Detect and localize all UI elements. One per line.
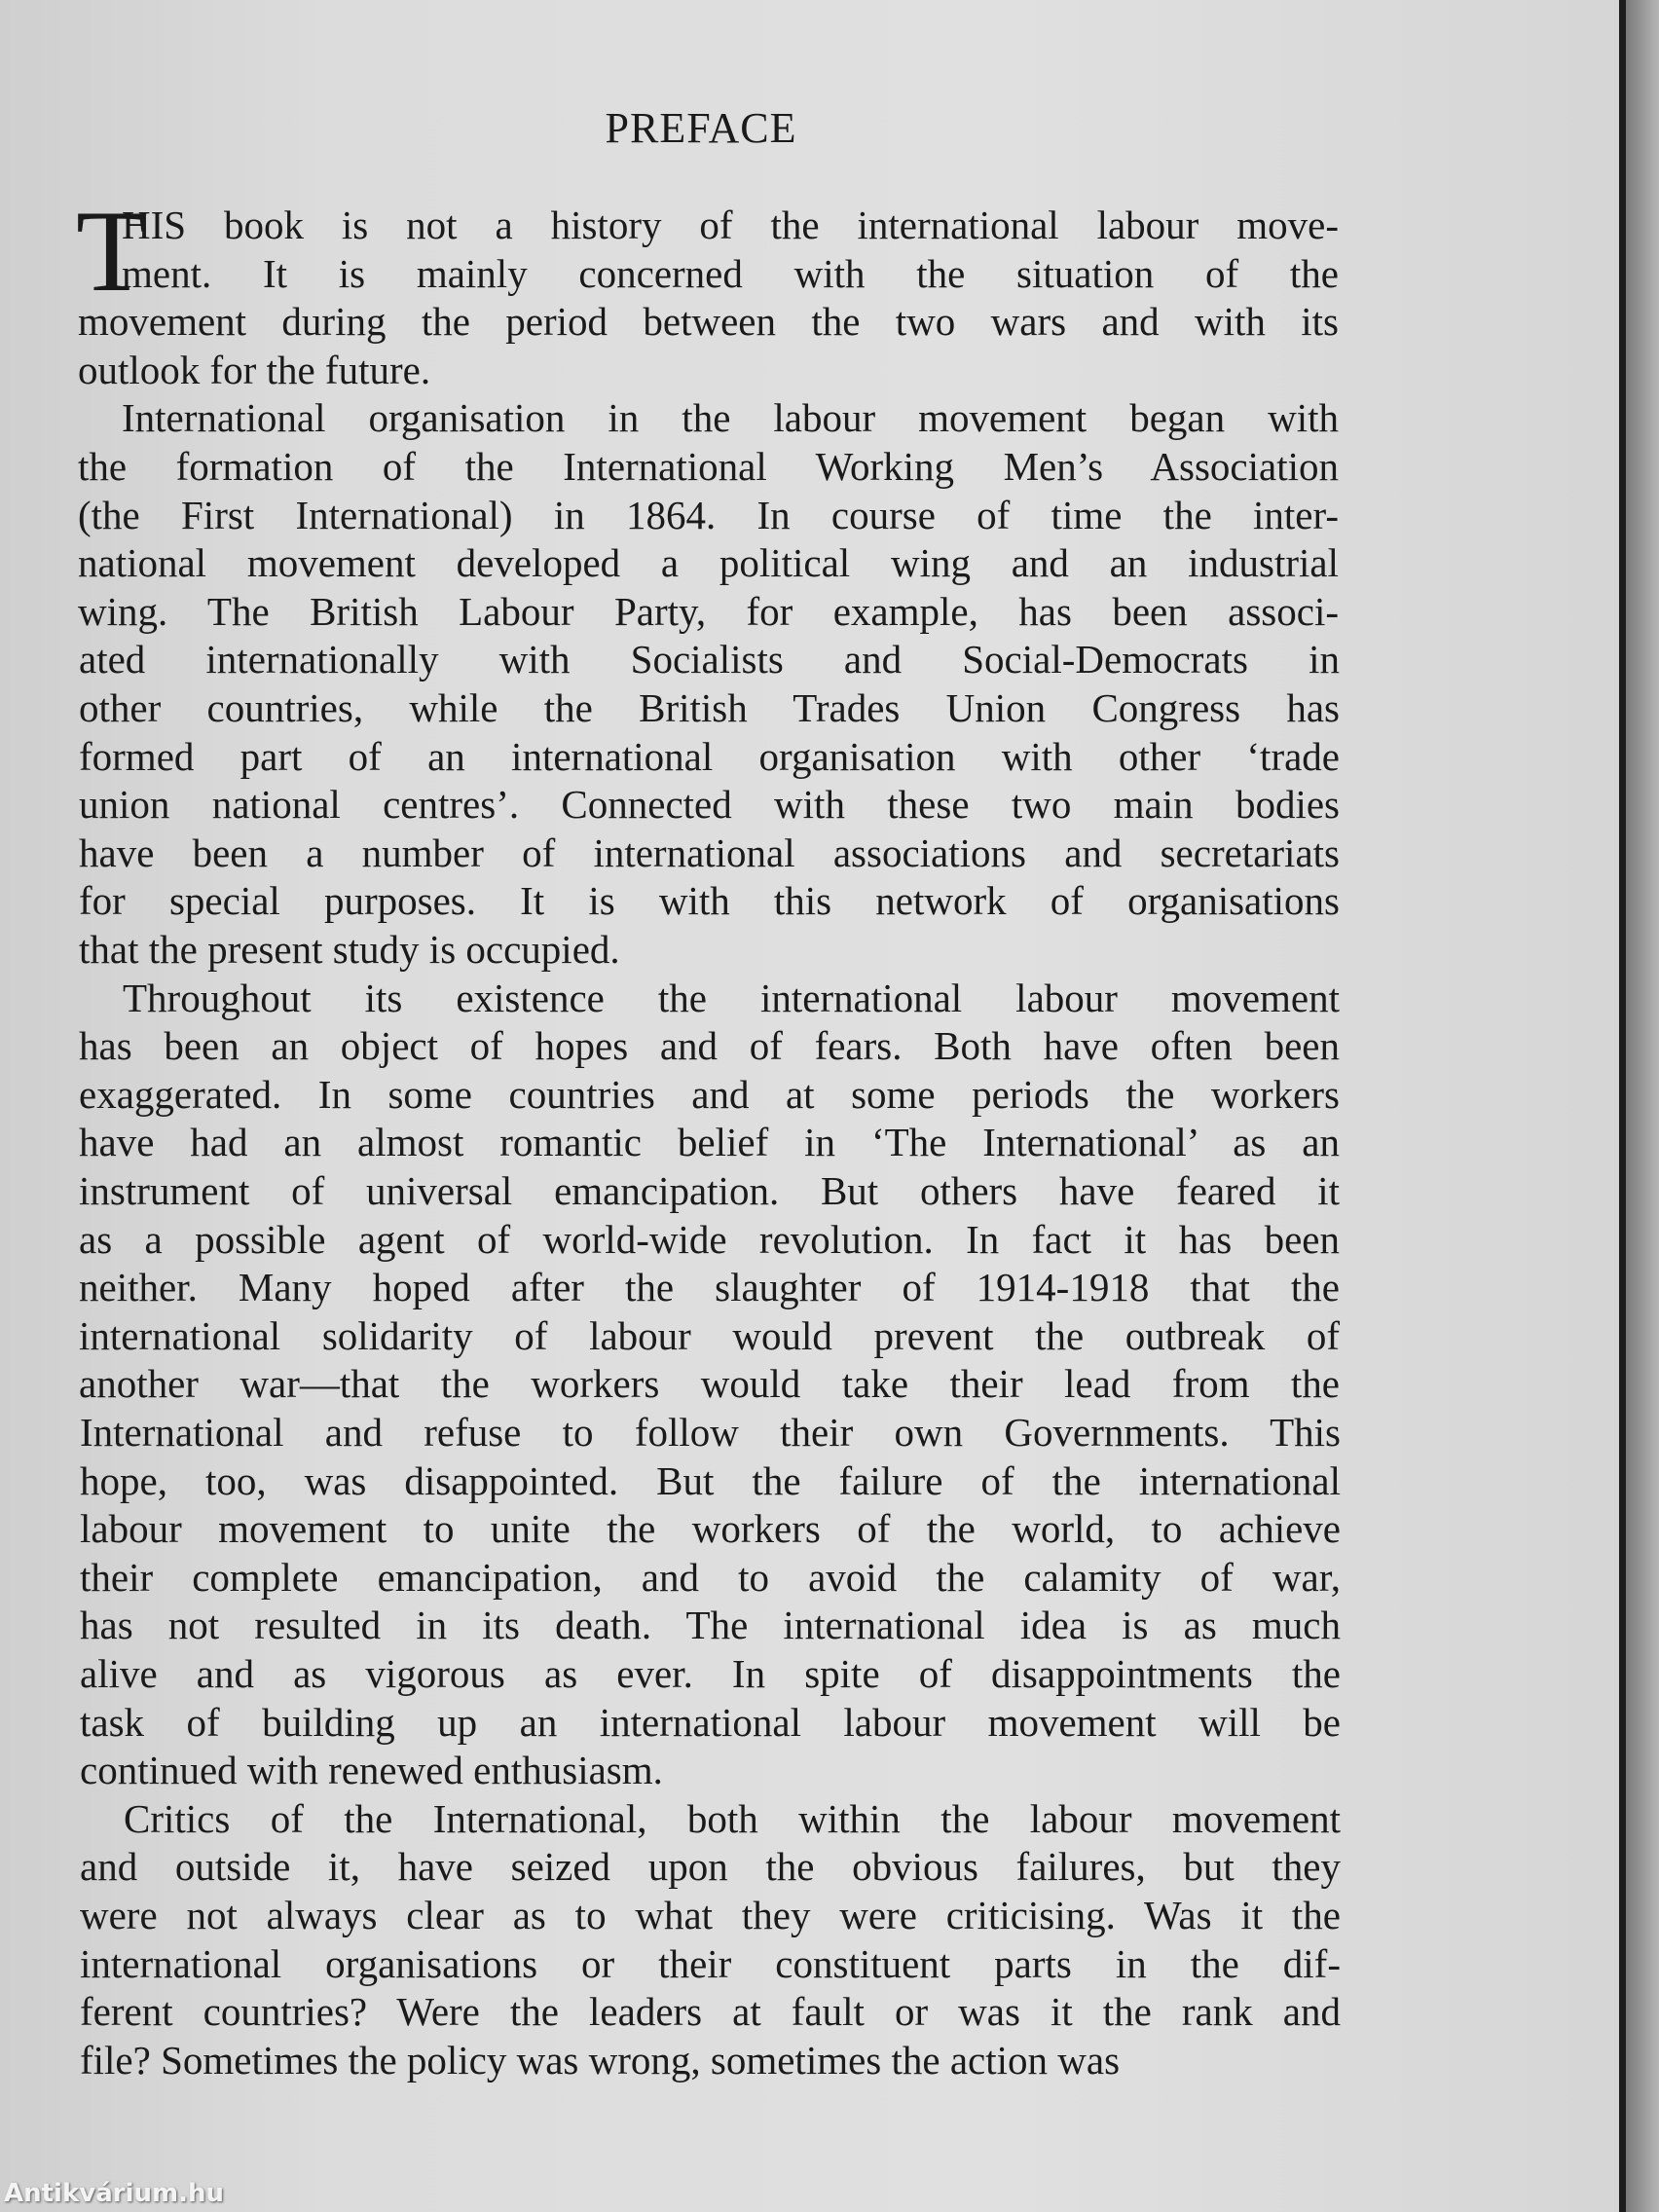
text-line: International and refuse to follow their own Governments. This [80, 1410, 1341, 1455]
text-line: and outside it, have seized upon the obvious failures, but they [80, 1844, 1341, 1890]
page-title: PREFACE [605, 104, 797, 152]
text-line: movement during the period between the two wars and with its [78, 299, 1339, 345]
text-line: another war—that the workers would take their lead from the [79, 1361, 1340, 1407]
text-line: for special purposes. It is with this network of organisations [79, 878, 1340, 924]
text-line: were not always clear as to what they were criticising. Was it the [80, 1893, 1341, 1937]
text-line: instrument of universal emancipation. But others have feared it [79, 1168, 1340, 1213]
text-line: International organisation in the labour movement began with [122, 395, 1339, 441]
text-line: ated internationally with Socialists and Social-Democrats in [79, 637, 1340, 682]
text-line: has not resulted in its death. The international idea is as much [80, 1603, 1341, 1648]
text-line: exaggerated. In some countries and at some periods the workers [79, 1071, 1340, 1117]
text-line: the formation of the International Working Men’s Association [78, 444, 1339, 489]
text-line: ment. It is mainly concerned with the situation of the [122, 250, 1339, 296]
text-line: (the First International) in 1864. In course of time the inter- [78, 492, 1339, 537]
text-line: neither. Many hoped after the slaughter of 1914-1918 that the [79, 1265, 1340, 1310]
adjacent-page-edge [1626, 0, 1659, 2212]
text-line: international organisations or their constituent parts in the dif- [80, 1940, 1341, 1986]
text-line: as a possible agent of world-wide revolution. In fact it has been [79, 1216, 1340, 1262]
text-line: has been an object of hopes and of fears. Both have often been [79, 1023, 1340, 1069]
text-line: have had an almost romantic belief in ‘The International’ as an [79, 1120, 1340, 1165]
watermark: Antikvárium.hu [4, 2179, 224, 2208]
text-line: outlook for the future. [78, 347, 431, 392]
page-edge-shadow [1619, 0, 1626, 2212]
text-line: alive and as vigorous as ever. In spite of disappointments the [80, 1651, 1341, 1696]
text-line: their complete emancipation, and to avoid the calamity of war, [80, 1554, 1341, 1600]
text-line: file? Sometimes the policy was wrong, sometimes the action was [80, 2037, 1121, 2083]
text-line: continued with renewed enthusiasm. [80, 1748, 663, 1793]
text-line: wing. The British Labour Party, for example, has been associ- [78, 588, 1339, 634]
text-line: ferent countries? Were the leaders at fault or was it the rank and [80, 1989, 1341, 2035]
text-line: Critics of the International, both within the labour movement [124, 1795, 1341, 1841]
drop-cap: T [76, 186, 148, 315]
text-line: union national centres’. Connected with these two main bodies [79, 782, 1340, 828]
text-line: national movement developed a political wing and an industrial [78, 540, 1339, 586]
text-line: labour movement to unite the workers of the world, to achieve [80, 1506, 1341, 1552]
text-line: task of building up an international labour movement will be [80, 1699, 1341, 1745]
text-line: formed part of an international organisation with other ‘trade [79, 733, 1340, 779]
text-line: other countries, while the British Trades Union Congress has [79, 685, 1340, 730]
text-line: Throughout its existence the international labour movement [123, 975, 1340, 1020]
text-line: HIS book is not a history of the international labour move- [122, 203, 1339, 247]
text-line: international solidarity of labour would prevent the outbreak of [79, 1312, 1340, 1358]
text-line: hope, too, was disappointed. But the failure of the international [80, 1457, 1341, 1503]
text-line: that the present study is occupied. [79, 927, 620, 972]
text-line: have been a number of international associations and secretariats [79, 830, 1340, 875]
